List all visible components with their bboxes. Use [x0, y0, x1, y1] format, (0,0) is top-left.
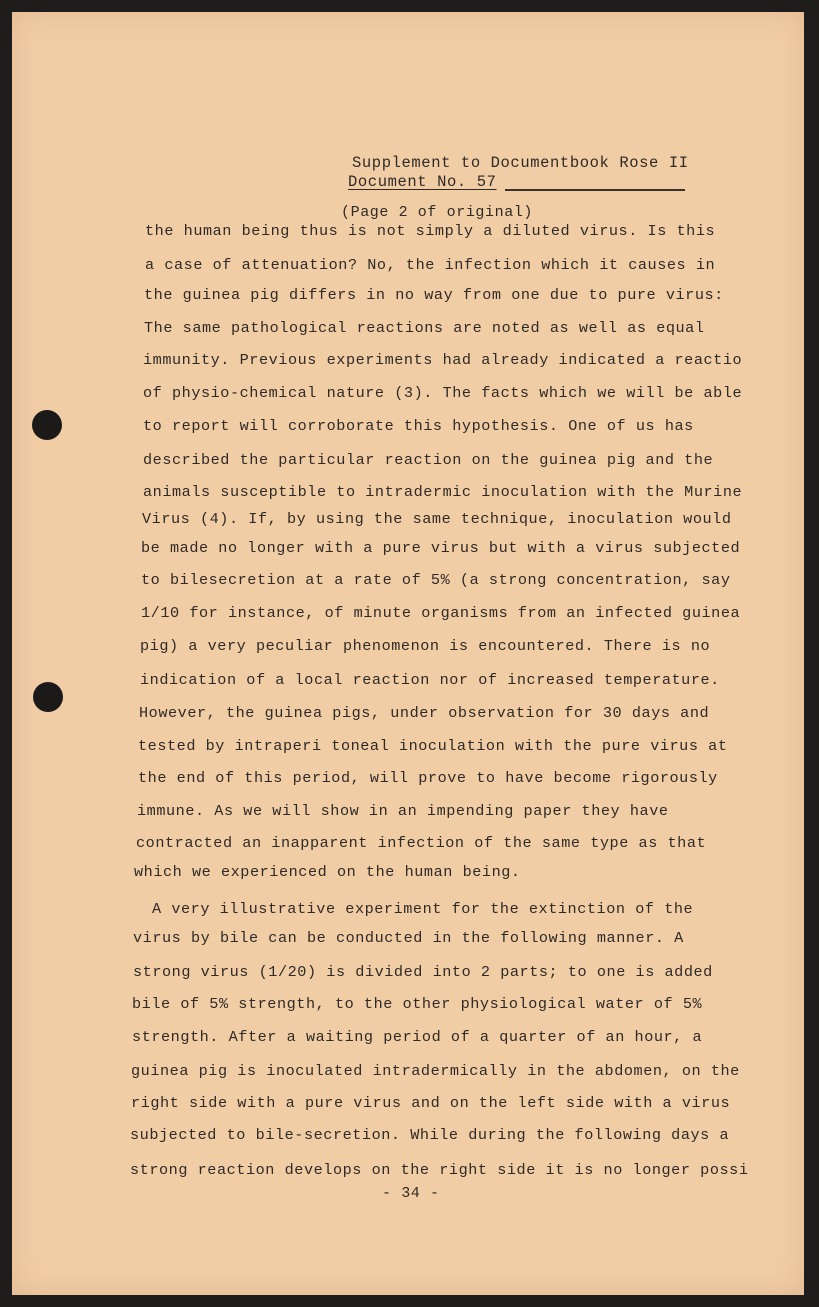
text-line: a case of attenuation? No, the infection which it causes in: [145, 256, 716, 274]
punch-hole-top: [32, 410, 62, 440]
text-line: A very illustrative experiment for the extinction of the: [152, 900, 694, 918]
text-line: bile of 5% strength, to the other physiological water of 5%: [132, 995, 703, 1013]
text-line: However, the guinea pigs, under observation for 30 days and: [139, 704, 710, 722]
text-line: virus by bile can be conducted in the following manner. A: [133, 929, 684, 947]
text-line: pig) a very peculiar phenomenon is encountered. There is no: [140, 637, 711, 655]
text-line: described the particular reaction on the guinea pig and the: [143, 451, 714, 469]
text-line: guinea pig is inoculated intradermically in the abdomen, on the: [131, 1062, 740, 1080]
text-line: strong reaction develops on the right side it is no longer possi: [130, 1161, 749, 1179]
text-line: Virus (4). If, by using the same technique, inoculation would: [142, 510, 732, 528]
page-number: - 34 -: [382, 1185, 440, 1202]
text-line: be made no longer with a pure virus but with a virus subjected: [141, 539, 741, 557]
text-line: the end of this period, will prove to have become rigorously: [138, 769, 718, 787]
text-line: tested by intraperi toneal inoculation with the pure virus at: [138, 737, 728, 755]
text-line: subjected to bile-secretion. While during the following days a: [130, 1126, 730, 1144]
supplement-heading: Supplement to Documentbook Rose II: [352, 154, 689, 172]
text-line: right side with a pure virus and on the left side with a virus: [131, 1094, 731, 1112]
text-line: 1/10 for instance, of minute organisms from an infected guinea: [141, 604, 741, 622]
text-line: strength. After a waiting period of a quarter of an hour, a: [132, 1028, 703, 1046]
text-line: indication of a local reaction nor of increased temperature.: [140, 671, 720, 689]
text-line: immune. As we will show in an impending paper they have: [137, 802, 669, 820]
text-line: contracted an inapparent infection of the same type as that: [136, 834, 707, 852]
text-line: of physio-chemical nature (3). The facts which we will be able: [143, 384, 743, 402]
page-reference: (Page 2 of original): [341, 204, 534, 221]
text-line: to bilesecretion at a rate of 5% (a strong concentration, say: [141, 571, 731, 589]
text-line: the guinea pig differs in no way from one due to pure virus:: [144, 286, 724, 304]
text-line: to report will corroborate this hypothesis. One of us has: [143, 417, 694, 435]
document-number: Document No. 57: [348, 173, 497, 191]
header-underline: [505, 189, 685, 191]
text-line: animals susceptible to intradermic inoculation with the Murine: [143, 483, 743, 501]
text-line: immunity. Previous experiments had already indicated a reactio: [143, 351, 743, 369]
text-line: strong virus (1/20) is divided into 2 parts; to one is added: [133, 963, 713, 981]
punch-hole-bottom: [33, 682, 63, 712]
text-line: the human being thus is not simply a diluted virus. Is this: [145, 222, 716, 240]
text-line: which we experienced on the human being.: [134, 863, 521, 881]
text-line: The same pathological reactions are noted as well as equal: [144, 319, 705, 337]
